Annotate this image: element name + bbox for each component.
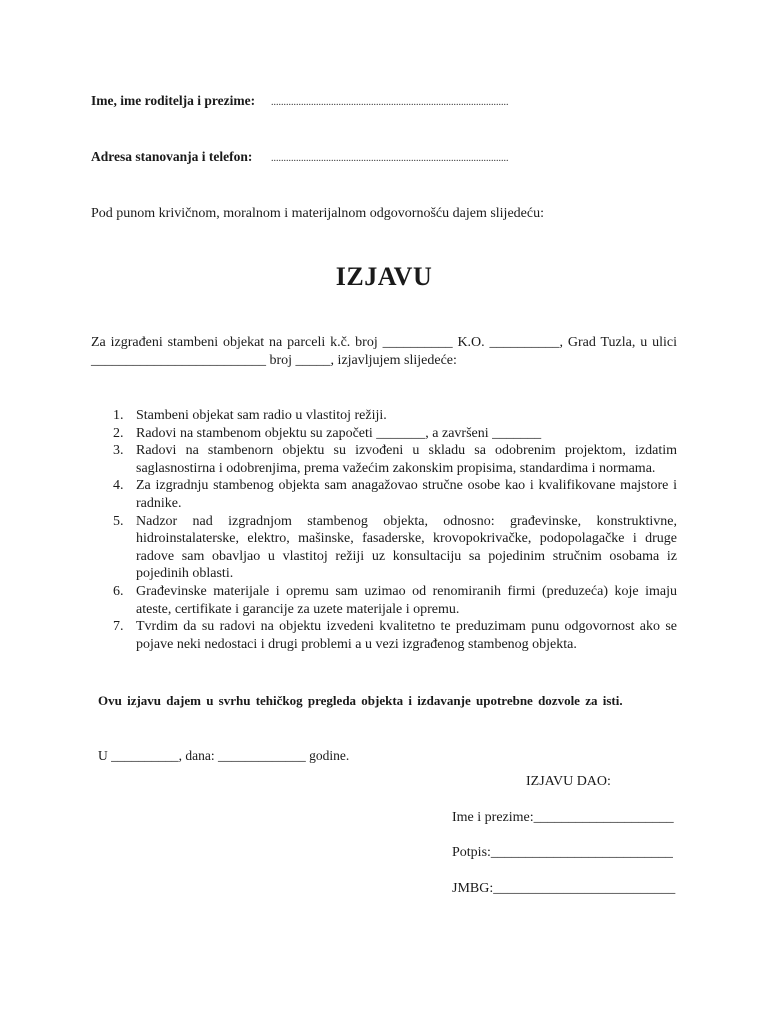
signer-name-line: Ime i prezime:____________________ xyxy=(452,810,674,825)
page-title: IZJAVU xyxy=(335,262,433,291)
list-item-text: Za izgradnju stambenog objekta sam anagažovao stručne osobe kao i kvalifikovane majstore i radnike. xyxy=(136,478,677,511)
list-item-number: 5. xyxy=(113,513,124,529)
list-item-number: 1. xyxy=(113,408,124,423)
signature-heading: IZJAVU DAO: xyxy=(526,774,611,789)
list-item-number: 3. xyxy=(113,443,124,459)
list-item xyxy=(91,477,677,512)
intro-line-1: Za izgrađeni stambeni objekat na parceli k.č. broj __________ K.O. __________, Grad Tuzla, u ulici xyxy=(91,335,677,350)
list-item xyxy=(91,618,677,653)
list-item-text: Građevinske materijale i opremu sam uzimao od renomiranih firmi (preduzeća) koje imaju ateste, certifikate i garancije za uzete materijale i opremu. xyxy=(136,583,677,617)
intro-line-2: _________________________ broj _____, izjavljujem slijedeće: xyxy=(91,353,457,368)
list-item xyxy=(91,513,677,583)
list-item-number: 4. xyxy=(113,478,124,494)
intro-paragraph xyxy=(91,334,677,370)
list-item xyxy=(91,407,677,425)
name-label: Ime, ime roditelja i prezime: xyxy=(91,93,256,108)
list-item xyxy=(91,583,677,618)
signer-jmbg-line: JMBG:__________________________ xyxy=(452,881,676,896)
signer-signature-line: Potpis:__________________________ xyxy=(452,845,673,860)
purpose-statement: Ovu izjavu dajem u svrhu tehičkog pregleda objekta i izdavanje upotrebne dozvole za isti. xyxy=(98,693,623,708)
address-label: Adresa stanovanja i telefon: xyxy=(91,149,253,164)
list-item-text: Stambeni objekat sam radio u vlastitoj režiji. xyxy=(136,408,387,423)
list-item-number: 6. xyxy=(113,583,124,599)
address-field-dots: ............................................................................................... xyxy=(271,153,509,164)
list-item xyxy=(91,425,677,443)
list-item-number: 2. xyxy=(113,425,124,441)
list-item-text: Radovi na stambenorn objektu su izvođeni u skladu sa odobrenim projektom, izdatim saglasnostirna i odobrenjima, prema važećim zakonskim propisima, standardima i normama. xyxy=(136,443,677,476)
list-item xyxy=(91,442,677,477)
list-item-text: Tvrdim da su radovi na objektu izvedeni kvalitetno te preduzimam punu odgovornost ako se pojave neki nedostaci i drugi problemi a u vezi izgrađenog stambenog objekta. xyxy=(136,619,677,652)
list-item-number: 7. xyxy=(113,619,124,635)
list-item-text: Radovi na stambenom objektu su započeti _______, a završeni _______ xyxy=(136,425,542,441)
name-field-dots: ............................................................................................... xyxy=(271,97,509,108)
statement-list xyxy=(91,407,677,653)
place-date-line: U __________, dana: _____________ godine. xyxy=(98,748,350,763)
list-item-text: Nadzor nad izgradnjom stambenog objekta, odnosno: građevinske, konstruktivne, hidroinstalaterske, elektro, mašinske, fasaderske, krovopokrivačke, podopolagačke i druge radove sam obavljao u vlastitoj režiji uz konsultaciju sa pojedinim stručnim osobama iz pojedinih oblasti. xyxy=(136,513,677,582)
declaration-intro: Pod punom krivičnom, moralnom i materijalnom odgovornošću dajem slijedeću: xyxy=(91,206,544,221)
